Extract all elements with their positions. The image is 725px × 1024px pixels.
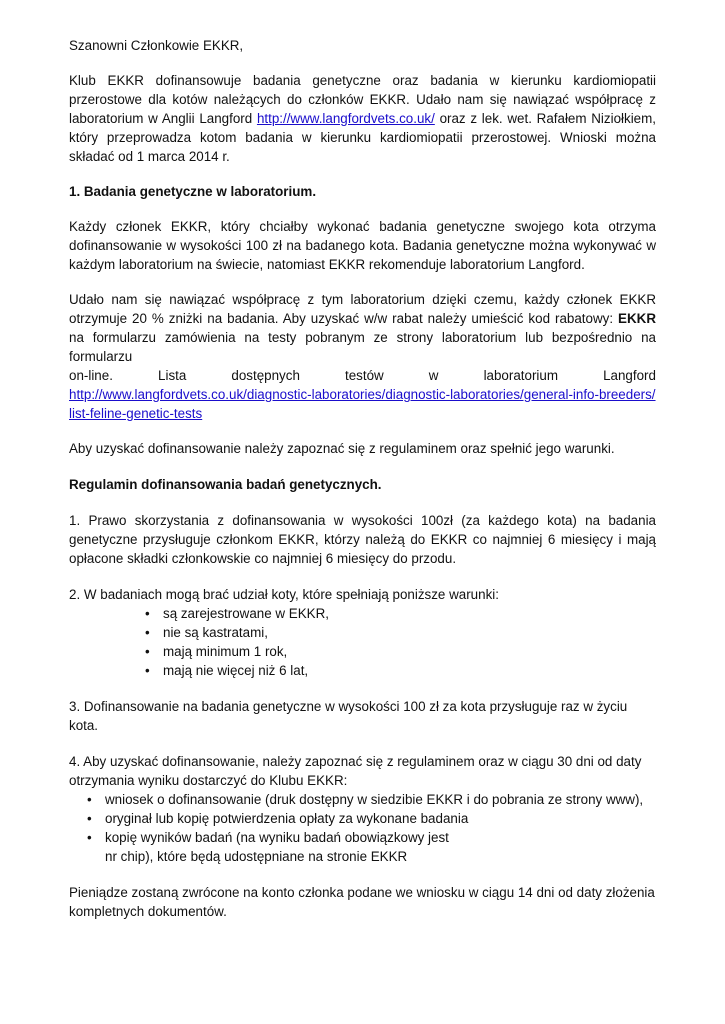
intro-paragraph bbox=[69, 71, 656, 166]
section1-paragraph1: Każdy członek EKKR, który chciałby wykonać badania genetyczne swojego kota otrzyma dofinansowanie w wysokości 100 zł na badanego kota. Badania genetyczne można wykonywać w każdym laboratorium na świecie, natomiast EKKR rekomenduje laboratorium Langford. bbox=[69, 219, 656, 272]
tests-word: Langford bbox=[603, 368, 656, 383]
list-item-text: mają minimum 1 rok, bbox=[163, 644, 288, 659]
greeting: Szanowni Członkowie EKKR, bbox=[69, 38, 244, 53]
section1-heading: 1. Badania genetyczne w laboratorium. bbox=[69, 184, 317, 199]
list-item bbox=[145, 642, 656, 661]
intro-text-2: oraz z lek. wet. Rafałem Niziołkiem, który przeprowadza kotom badania w kierunku kardiomiopatii przerostowej. Wnioski można składać od 1 marca 2014 r. bbox=[69, 111, 656, 164]
rule-4-list bbox=[69, 790, 656, 866]
tests-list-line bbox=[69, 366, 656, 385]
bullet-icon: • bbox=[145, 663, 150, 678]
para2-text-2: na formularzu zamówienia na testy pobranym ze strony laboratorium lub bezpośrednio na formularzu bbox=[69, 330, 656, 364]
bullet-icon: • bbox=[145, 644, 150, 659]
langford-link[interactable]: http://www.langfordvets.co.uk/ bbox=[256, 111, 435, 126]
list-item bbox=[87, 790, 656, 809]
rule-2: 2. W badaniach mogą brać udział koty, które spełniają poniższe warunki: bbox=[69, 587, 499, 602]
rule-3: 3. Dofinansowanie na badania genetyczne w wysokości 100 zł za kota przysługuje raz w życiu kota. bbox=[69, 699, 628, 733]
discount-code: EKKR bbox=[618, 311, 656, 326]
tests-word: testów bbox=[345, 368, 384, 383]
rule-4: 4. Aby uzyskać dofinansowanie, należy zapoznać się z regulaminem oraz w ciągu 30 dni od daty otrzymania wyniku dostarczyć do Klubu EKKR: bbox=[69, 754, 642, 788]
genetic-tests-link[interactable]: http://www.langfordvets.co.uk/diagnostic-laboratories/diagnostic-laboratories/general-info-breeders/list-feline-genetic-tests bbox=[69, 387, 656, 421]
closing-paragraph: Pieniądze zostaną zwrócone na konto członka podane we wniosku w ciągu 14 dni od daty złożenia kompletnych dokumentów. bbox=[69, 885, 655, 919]
para2-text-1: Udało nam się nawiązać współpracę z tym laboratorium dzięki czemu, każdy członek EKKR otrzymuje 20 % zniżki na badania. Aby uzyskać w/w rabat należy umieścić kod rabatowy: bbox=[69, 292, 656, 326]
bullet-icon: • bbox=[145, 625, 150, 640]
list-item bbox=[145, 661, 656, 680]
list-item-text: kopię wyników badań (na wyniku badań obowiązkowy jest nr chip), które będą udostępniane na stronie EKKR bbox=[105, 830, 449, 864]
bullet-icon: • bbox=[145, 606, 150, 621]
section1-paragraph2 bbox=[69, 290, 656, 366]
document-page bbox=[69, 36, 656, 921]
tests-word: Lista bbox=[158, 368, 187, 383]
intro-text-1: Klub EKKR dofinansowuje badania genetyczne oraz badania w kierunku kardiomiopatii przerostowe dla kotów należących do członków EKKR. Udało nam się nawiązać współpracę z laboratorium w Anglii Langford bbox=[69, 73, 656, 126]
tests-word: w bbox=[428, 368, 439, 383]
tests-word: on-line. bbox=[69, 368, 113, 383]
section1-paragraph3: Aby uzyskać dofinansowanie należy zapoznać się z regulaminem oraz spełnić jego warunki. bbox=[69, 441, 615, 456]
tests-word: dostępnych bbox=[231, 368, 300, 383]
list-item bbox=[145, 623, 656, 642]
list-item-text: nie są kastratami, bbox=[163, 625, 268, 640]
list-item bbox=[87, 828, 455, 866]
rule-2-list bbox=[69, 604, 656, 680]
list-item-text: mają nie więcej niż 6 lat, bbox=[163, 663, 309, 678]
list-item bbox=[87, 809, 656, 828]
list-item-text: oryginał lub kopię potwierdzenia opłaty za wykonane badania bbox=[105, 811, 469, 826]
tests-link-paragraph bbox=[69, 385, 656, 423]
tests-word: laboratorium bbox=[483, 368, 558, 383]
bullet-icon: • bbox=[87, 811, 92, 826]
rules-heading: Regulamin dofinansowania badań genetycznych. bbox=[69, 477, 382, 492]
bullet-icon: • bbox=[87, 830, 92, 845]
list-item-text: są zarejestrowane w EKKR, bbox=[163, 606, 329, 621]
bullet-icon: • bbox=[87, 792, 92, 807]
list-item bbox=[145, 604, 656, 623]
list-item-text: wniosek o dofinansowanie (druk dostępny w siedzibie EKKR i do pobrania ze strony www), bbox=[105, 792, 644, 807]
rule-1: 1. Prawo skorzystania z dofinansowania w wysokości 100zł (za każdego kota) na badania genetyczne przysługuje członkom EKKR, którzy należą do EKKR co najmniej 6 miesięcy i mają opłacone składki członkowskie co najmniej 6 miesięcy do przodu. bbox=[69, 513, 656, 566]
